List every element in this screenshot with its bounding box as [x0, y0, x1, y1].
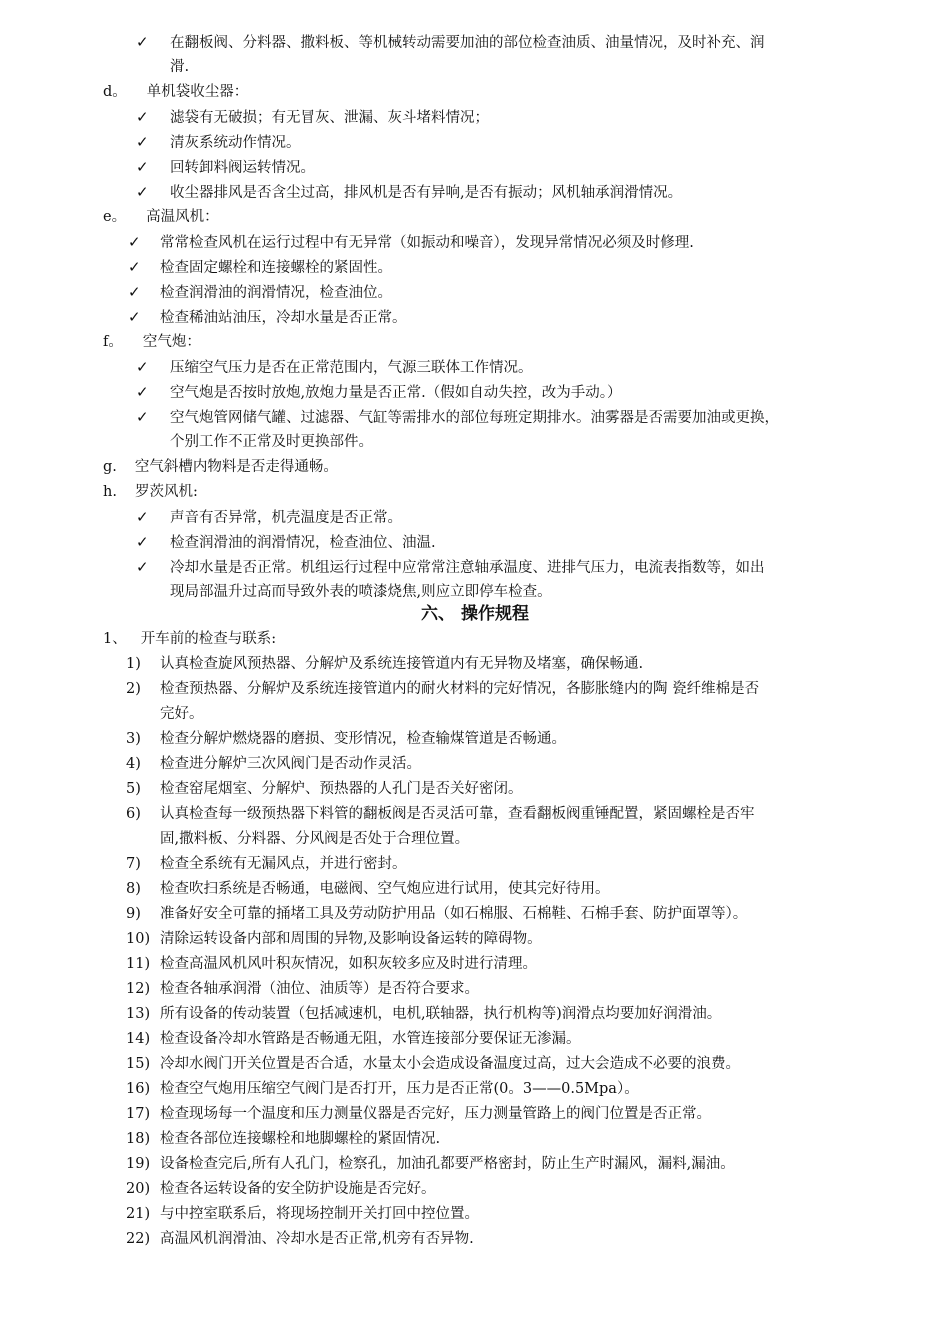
list-item: 18) 检查各部位连接螺栓和地脚螺栓的紧固情况.: [126, 1131, 441, 1147]
checkmark-icon: ✓: [128, 308, 141, 326]
bullet-item: ✓ 空气炮管网储气罐、过滤器、气缸等需排水的部位每班定期排水。油雾器是否需要加油或更换，: [136, 405, 779, 430]
checkmark-icon: ✓: [136, 508, 149, 526]
bullet-item: ✓ 在翻板阀、分料器、撒料板、等机械转动需要加油的部位检查油质、油量情况，及时补充、润: [136, 30, 765, 55]
list-item: 19) 设备检查完后,所有人孔门，检察孔，加油孔都要严格密封，防止生产时漏风，漏料,漏油。: [126, 1156, 735, 1172]
checkmark-icon: ✓: [136, 33, 149, 51]
checkmark-icon: ✓: [136, 108, 149, 126]
bullet-item: ✓ 声音有否异常，机壳温度是否正常。: [136, 505, 402, 530]
list-item: 9) 准备好安全可靠的捅堵工具及劳动防护用品（如石棉服、石棉鞋、石棉手套、防护面罩等）。: [126, 906, 748, 922]
list-item: 21) 与中控室联系后，将现场控制开关打回中控位置。: [126, 1206, 479, 1222]
bullet-item: ✓ 检查润滑油的润滑情况，检查油位、油温.: [136, 530, 436, 555]
checkmark-icon: ✓: [136, 558, 149, 576]
section-heading-1: 1、 开车前的检查与联系:: [103, 631, 277, 647]
list-item: 3) 检查分解炉燃烧器的磨损、变形情况，检查输煤管道是否畅通。: [126, 731, 566, 747]
section-heading-h: h. 罗茨风机:: [103, 484, 198, 500]
list-item: 15) 冷却水阀门开关位置是否合适，水量太小会造成设备温度过高，过大会造成不必要的浪费。: [126, 1056, 740, 1072]
section-heading-e: e。 高温风机：: [103, 209, 219, 225]
section-heading-g: g. 空气斜槽内物料是否走得通畅。: [103, 459, 338, 475]
list-item: 14) 检查设备冷却水管路是否畅通无阻，水管连接部分要保证无渗漏。: [126, 1031, 581, 1047]
bullet-item: ✓ 检查润滑油的润滑情况，检查油位。: [128, 280, 392, 305]
list-item: 6) 认真检查每一级预热器下料管的翻板阀是否灵活可靠，查看翻板阀重锤配置，紧固螺栓是否牢: [126, 806, 755, 822]
bullet-item: ✓ 空气炮是否按时放炮,放炮力量是否正常.（假如自动失控，改为手动。）: [136, 380, 621, 405]
list-item-continuation: 固,撒料板、分料器、分风阀是否处于合理位置。: [160, 831, 470, 847]
bullet-item: ✓ 常常检查风机在运行过程中有无异常（如振动和噪音），发现异常情况必须及时修理.: [128, 230, 694, 255]
bullet-item: ✓ 压缩空气压力是否在正常范围内，气源三联体工作情况。: [136, 355, 533, 380]
bullet-item: ✓ 清灰系统动作情况。: [136, 130, 301, 155]
checkmark-icon: ✓: [136, 383, 149, 401]
list-item: 4) 检查进分解炉三次风阀门是否动作灵活。: [126, 756, 421, 772]
bullet-item: ✓ 检查固定螺栓和连接螺栓的紧固性。: [128, 255, 392, 280]
list-item: 22) 高温风机润滑油、冷却水是否正常,机旁有否异物.: [126, 1231, 474, 1247]
chapter-title: 六、 操作规程: [421, 604, 529, 624]
bullet-item: ✓ 冷却水量是否正常。机组运行过程中应常常注意轴承温度、进排气压力，电流表指数等，如出: [136, 555, 765, 580]
bullet-item: ✓ 收尘器排风是否含尘过高，排风机是否有异响,是否有振动；风机轴承润滑情况。: [136, 180, 682, 205]
checkmark-icon: ✓: [136, 533, 149, 551]
section-heading-f: f。 空气炮：: [103, 334, 201, 350]
list-item: 13) 所有设备的传动装置（包括减速机，电机,联轴器，执行机构等)润滑点均要加好润滑油。: [126, 1006, 722, 1022]
list-item: 12) 检查各轴承润滑（油位、油质等）是否符合要求。: [126, 981, 479, 997]
bullet-item: ✓ 检查稀油站油压，冷却水量是否正常。: [128, 305, 407, 330]
bullet-item: ✓ 滤袋有无破损；有无冒灰、泄漏、灰斗堵料情况；: [136, 105, 489, 130]
checkmark-icon: ✓: [136, 183, 149, 201]
list-item: 2) 检查预热器、分解炉及系统连接管道内的耐火材料的完好情况，各膨胀缝内的陶 瓷纤维棉是否: [126, 681, 760, 697]
list-item: 17) 检查现场每一个温度和压力测量仪器是否完好，压力测量管路上的阀门位置是否正常。: [126, 1106, 711, 1122]
bullet-item-continuation: 现局部温升过高而导致外表的喷漆烧焦,则应立即停车检查。: [170, 584, 552, 600]
list-item: 8) 检查吹扫系统是否畅通，电磁阀、空气炮应进行试用，使其完好待用。: [126, 881, 610, 897]
list-item-continuation: 完好。: [160, 706, 204, 722]
checkmark-icon: ✓: [136, 408, 149, 426]
checkmark-icon: ✓: [128, 283, 141, 301]
list-item: 7) 检查全系统有无漏风点，并进行密封。: [126, 856, 407, 872]
list-item: 5) 检查窑尾烟室、分解炉、预热器的人孔门是否关好密闭。: [126, 781, 523, 797]
bullet-item-continuation: 个别工作不正常及时更换部件。: [170, 434, 373, 450]
bullet-item: ✓ 回转卸料阀运转情况。: [136, 155, 315, 180]
list-item: 10) 清除运转设备内部和周围的异物,及影响设备运转的障碍物。: [126, 931, 542, 947]
list-item: 16) 检查空气炮用压缩空气阀门是否打开，压力是否正常(0。3——0.5Mpa）。: [126, 1081, 639, 1097]
checkmark-icon: ✓: [128, 233, 141, 251]
checkmark-icon: ✓: [136, 133, 149, 151]
checkmark-icon: ✓: [136, 158, 149, 176]
list-item: 20) 检查各运转设备的安全防护设施是否完好。: [126, 1181, 436, 1197]
section-heading-d: d。 单机袋收尘器：: [103, 84, 249, 100]
list-item: 11) 检查高温风机风叶积灰情况，如积灰较多应及时进行清理。: [126, 956, 537, 972]
checkmark-icon: ✓: [136, 358, 149, 376]
checkmark-icon: ✓: [128, 258, 141, 276]
list-item: 1) 认真检查旋风预热器、分解炉及系统连接管道内有无异物及堵塞，确保畅通.: [126, 656, 644, 672]
bullet-item-continuation: 滑.: [170, 59, 190, 75]
